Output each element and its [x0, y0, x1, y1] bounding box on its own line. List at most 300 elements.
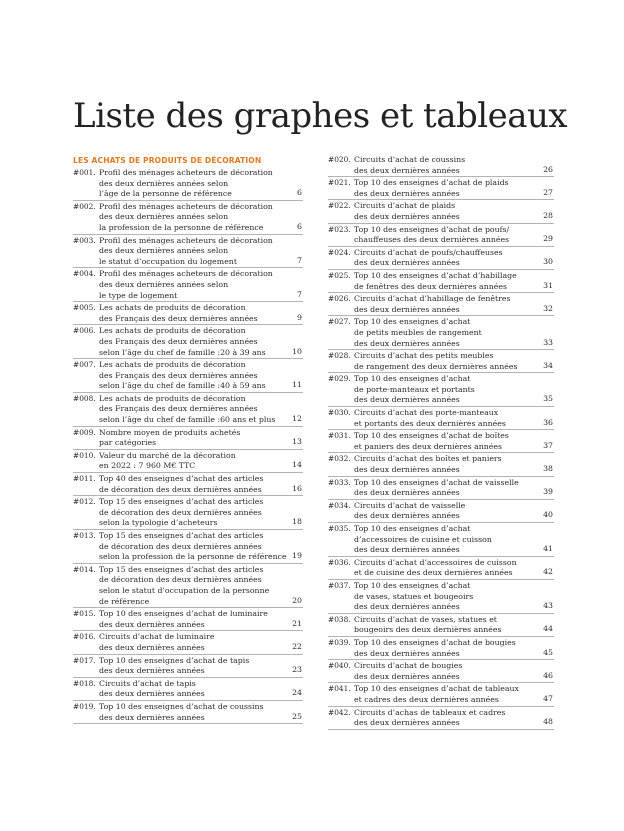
toc-entry-text: Les achats de produits de décoration	[99, 326, 246, 336]
toc-entry-text: de décoration des deux dernières années	[99, 507, 262, 517]
toc-entry-line	[328, 339, 554, 350]
toc-entry-number: #030.	[328, 408, 351, 418]
toc-entry[interactable]	[73, 201, 303, 235]
toc-entry-text: Circuits d’achas de tableaux et cadres	[354, 707, 506, 717]
toc-entry-number	[73, 371, 99, 382]
toc-entry-text: Top 10 des enseignes d’achat de coussins	[99, 701, 264, 711]
toc-entry-text: des deux dernières années	[99, 666, 205, 676]
toc-entry-line	[328, 258, 554, 269]
toc-entry-line	[328, 661, 554, 672]
toc-entry-text: des deux dernières années	[99, 712, 205, 722]
toc-entry-text: Les achats de produits de décoration	[99, 393, 246, 403]
toc-entry-number	[73, 575, 99, 586]
toc-entry-text: Circuits d’achat de bougies	[354, 661, 463, 671]
toc-entry-text: des deux dernières années	[354, 258, 460, 268]
toc-entry-text: en 2022 : 7 960 M€ TTC	[99, 461, 196, 471]
toc-entry-number	[73, 552, 99, 563]
toc-entry-text: chauffeuses des deux dernières années	[354, 235, 510, 245]
toc-entry-line	[328, 454, 554, 465]
toc-entry-page-number: 13	[292, 437, 302, 447]
toc-entry-page-number: 31	[543, 280, 553, 290]
toc-entry-number: #035.	[328, 524, 351, 533]
toc-entry-line	[328, 235, 554, 246]
toc-entry-line	[73, 189, 303, 200]
toc-entry-text: l’âge de la personne de référence	[99, 189, 232, 199]
toc-entry[interactable]	[328, 500, 554, 523]
toc-entry-number: #017.	[73, 655, 96, 665]
toc-entry-line	[73, 508, 303, 519]
toc-entry-page-number: 19	[292, 551, 302, 561]
toc-entry-text: Top 10 des enseignes d’achat de boîtes	[354, 431, 509, 441]
toc-entry-number: #026.	[328, 294, 351, 304]
toc-entry-text: et paniers des deux dernières années	[354, 441, 502, 451]
toc-entry-number: #027.	[328, 317, 351, 327]
toc-entry-number: #006.	[73, 326, 96, 336]
toc-entry-page-number: 33	[543, 337, 553, 347]
toc-entry-number	[328, 535, 354, 546]
toc-entry-text: des deux dernières années	[354, 304, 460, 314]
toc-entry-line	[73, 415, 303, 426]
toc-entry-text: des deux dernières années	[354, 188, 460, 198]
toc-entry-page-number: 34	[543, 360, 553, 370]
toc-entry-text: Top 10 des enseignes d’achat de bougies	[354, 637, 516, 647]
toc-entry-page-number: 18	[292, 517, 302, 527]
toc-entry-number	[328, 672, 354, 683]
toc-entry-number	[328, 282, 354, 293]
page-title: Liste des graphes et tableaux	[73, 96, 568, 136]
toc-entry[interactable]	[328, 637, 554, 660]
toc-entry[interactable]	[73, 359, 303, 393]
toc-entry-line	[73, 552, 303, 563]
toc-entry-text: des deux dernières années	[354, 648, 460, 658]
toc-entry-number: #011.	[73, 474, 96, 484]
toc-entry[interactable]	[328, 177, 554, 200]
toc-entry-page-number: 30	[543, 257, 553, 267]
toc-entry-number: #036.	[328, 557, 351, 567]
toc-entry-page-number: 35	[543, 394, 553, 404]
toc-entry-line	[328, 294, 554, 305]
toc-entry-number: #019.	[73, 701, 96, 711]
toc-entry-number	[73, 280, 99, 291]
toc-entry-text: Circuits d’achat de poufs/chauffeuses	[354, 247, 503, 257]
toc-entry-text: Top 10 des enseignes d’achat	[354, 524, 471, 533]
toc-column-left	[73, 154, 303, 724]
toc-entry[interactable]	[73, 655, 303, 678]
toc-entry[interactable]	[328, 154, 554, 177]
toc-entry[interactable]	[73, 701, 303, 724]
toc-entry[interactable]	[328, 270, 554, 293]
toc-entry-line	[328, 625, 554, 636]
toc-entry[interactable]	[328, 523, 554, 557]
toc-entry[interactable]	[328, 200, 554, 223]
toc-entry-line	[328, 672, 554, 683]
toc-entry-line	[73, 609, 303, 620]
toc-entry-text: Top 10 des enseignes d’achat	[354, 374, 471, 384]
toc-entry-number	[73, 689, 99, 700]
toc-entry-page-number: 9	[297, 312, 302, 322]
toc-entry-text: Profil des ménages acheteurs de décoration	[99, 168, 273, 177]
toc-entry-number	[328, 442, 354, 453]
toc-entry-line	[73, 565, 303, 576]
toc-entry-number: #041.	[328, 684, 351, 694]
toc-entry-line	[73, 303, 303, 314]
toc-entry-text: des deux dernières années	[354, 165, 460, 175]
toc-entry-line	[328, 282, 554, 293]
toc-entry-number	[73, 348, 99, 359]
toc-entry[interactable]	[73, 167, 303, 201]
toc-entry-number: #038.	[328, 614, 351, 624]
toc-entry-line	[73, 326, 303, 337]
toc-entry-page-number: 41	[543, 544, 553, 554]
toc-entry-text: Circuits d’achat de vases, statues et	[354, 614, 497, 624]
toc-entry-line	[328, 166, 554, 177]
toc-list-right	[328, 154, 554, 730]
toc-entry-number: #022.	[328, 201, 351, 211]
toc-entry-line	[73, 542, 303, 553]
toc-entry-text: bougeoirs des deux dernières années	[354, 625, 502, 635]
toc-entry-text: Top 10 des enseignes d’achat de plaids	[354, 178, 509, 188]
toc-entry-line	[328, 545, 554, 556]
toc-entry-line	[328, 602, 554, 613]
toc-entry[interactable]	[73, 631, 303, 654]
toc-entry-line	[328, 328, 554, 339]
toc-entry-text: des deux dernières années	[354, 718, 460, 728]
toc-entry-text: de fenêtres des deux dernières années	[354, 281, 507, 291]
toc-entry-text: Circuits d’achat des petits meubles	[354, 351, 494, 361]
toc-entry-line	[73, 531, 303, 542]
toc-entry-number: #007.	[73, 360, 96, 370]
toc-entry-text: des Français des deux dernières années	[99, 404, 258, 414]
toc-entry-line	[328, 488, 554, 499]
toc-entry-line	[73, 713, 303, 724]
toc-entry-number	[73, 337, 99, 348]
toc-entry-text: des deux dernières années	[354, 395, 460, 405]
toc-entry-text: Les achats de produits de décoration	[99, 303, 246, 313]
toc-entry[interactable]	[73, 678, 303, 701]
toc-entry-text: de rangement des deux dernières années	[354, 361, 518, 371]
toc-entry-number: #004.	[73, 269, 96, 279]
toc-entry[interactable]	[328, 453, 554, 476]
toc-entry-line	[73, 497, 303, 508]
toc-entry-number	[73, 246, 99, 257]
toc-entry[interactable]	[73, 268, 303, 302]
toc-entry-number: #034.	[328, 500, 351, 510]
toc-entry-text: Top 15 des enseignes d’achat des articles	[99, 531, 264, 540]
toc-entry[interactable]	[328, 660, 554, 683]
toc-entry-number	[328, 189, 354, 200]
toc-entry-number	[73, 257, 99, 268]
toc-entry-line	[73, 223, 303, 234]
toc-entry-number: #018.	[73, 678, 96, 688]
toc-entry[interactable]	[73, 608, 303, 631]
toc-entry-text: des deux dernières années selon	[99, 279, 229, 289]
toc-entry-line	[73, 212, 303, 223]
toc-entry-text: des deux dernières années	[99, 619, 205, 629]
toc-entry-number: #020.	[328, 155, 351, 164]
toc-entry-number: #009.	[73, 427, 96, 437]
toc-entry[interactable]	[328, 316, 554, 350]
toc-entry[interactable]	[73, 530, 303, 564]
toc-entry-line	[73, 451, 303, 462]
toc-entry-text: la profession de la personne de référence	[99, 222, 264, 232]
toc-entry[interactable]	[73, 393, 303, 427]
toc-entry[interactable]	[328, 683, 554, 706]
toc-entry-number	[328, 602, 354, 613]
toc-entry-line	[73, 269, 303, 280]
toc-entry-number	[328, 568, 354, 579]
toc-entry-number: #037.	[328, 580, 351, 590]
toc-entry-line	[328, 615, 554, 626]
toc-entry-line	[73, 314, 303, 325]
toc-entry-number: #008.	[73, 393, 96, 403]
toc-entry-number	[73, 542, 99, 553]
toc-entry-text: des deux dernières années selon	[99, 212, 229, 222]
toc-entry-line	[73, 348, 303, 359]
toc-entry-number	[73, 415, 99, 426]
toc-entry-page-number: 24	[292, 688, 302, 698]
toc-entry-page-number: 16	[292, 483, 302, 493]
toc-entry-text: des deux dernières années selon	[99, 178, 229, 188]
toc-entry[interactable]	[73, 473, 303, 496]
toc-entry-line	[328, 351, 554, 362]
toc-entry-text: Circuits d’achat d’habillage de fenêtres	[354, 294, 511, 304]
toc-entry-line	[328, 419, 554, 430]
toc-entry-number: #040.	[328, 661, 351, 671]
toc-entry[interactable]	[328, 224, 554, 247]
toc-entry-number	[73, 586, 99, 597]
toc-entry-page-number: 46	[543, 670, 553, 680]
toc-entry-number: #039.	[328, 637, 351, 647]
toc-entry[interactable]	[328, 247, 554, 270]
toc-entry-text: des deux dernières années	[99, 642, 205, 652]
toc-entry-text: des deux dernières années	[354, 211, 460, 221]
toc-entry-line	[328, 581, 554, 592]
toc-entry-number	[328, 545, 354, 556]
toc-entry-page-number: 28	[543, 210, 553, 220]
toc-entry-number	[328, 385, 354, 396]
toc-entry-line	[73, 643, 303, 654]
toc-entry-number	[328, 465, 354, 476]
toc-entry-number: #001.	[73, 168, 96, 177]
toc-entry-line	[73, 246, 303, 257]
toc-entry-text: Circuits d’achat d’accessoires de cuisson	[354, 557, 517, 567]
toc-entry-number	[328, 419, 354, 430]
toc-entry-line	[328, 201, 554, 212]
toc-entry-line	[73, 518, 303, 529]
toc-entry-number: #033.	[328, 477, 351, 487]
toc-entry-text: selon l’âge du chef de famille :40 à 59 ans	[99, 381, 266, 391]
toc-entry[interactable]	[328, 614, 554, 637]
toc-entry-number: #014.	[73, 564, 96, 574]
toc-entry-text: des Français des deux dernières années	[99, 336, 258, 346]
toc-entry-line	[328, 535, 554, 546]
toc-entry-page-number: 45	[543, 647, 553, 657]
toc-entry-text: selon l’âge du chef de famille :20 à 39 ans	[99, 347, 266, 357]
toc-entry-text: selon le statut d’occupation de la personne	[99, 585, 270, 595]
toc-entry-number	[73, 223, 99, 234]
toc-entry-line	[73, 360, 303, 371]
toc-entry[interactable]	[328, 407, 554, 430]
toc-entry-text: et portants des deux dernières années	[354, 418, 506, 428]
toc-entry-page-number: 14	[292, 460, 302, 470]
toc-entry[interactable]	[328, 707, 554, 730]
toc-entry-number: #021.	[328, 178, 351, 188]
toc-entry-number: #029.	[328, 374, 351, 384]
toc-entry-page-number: 6	[297, 188, 302, 198]
toc-entry-line	[328, 374, 554, 385]
toc-entry-number: #025.	[328, 270, 351, 280]
toc-entry[interactable]	[73, 302, 303, 325]
toc-entry-line	[328, 511, 554, 522]
toc-entry-page-number: 7	[297, 289, 302, 299]
toc-entry-text: le type de logement	[99, 290, 178, 300]
toc-entry-page-number: 20	[292, 595, 302, 605]
toc-entry-line	[328, 558, 554, 569]
toc-entry-line	[73, 168, 303, 179]
toc-entry-text: par catégories	[99, 438, 157, 448]
toc-entry-number: #042.	[328, 707, 351, 717]
toc-entry-line	[73, 620, 303, 631]
toc-entry-line	[73, 236, 303, 247]
toc-entry-page-number: 27	[543, 187, 553, 197]
toc-entry-page-number: 48	[543, 717, 553, 727]
toc-entry-page-number: 32	[543, 303, 553, 313]
toc-entry-text: Top 10 des enseignes d’achat de tapis	[99, 655, 250, 665]
toc-entry-text: Profil des ménages acheteurs de décoration	[99, 201, 273, 211]
toc-entry-text: Les achats de produits de décoration	[99, 360, 246, 370]
toc-entry[interactable]	[73, 325, 303, 359]
toc-entry-page-number: 10	[292, 346, 302, 356]
toc-entry-text: d’accessoires de cuisine et cuisson	[354, 534, 492, 544]
toc-entry-number	[73, 597, 99, 608]
toc-entry-line	[73, 337, 303, 348]
toc-entry-line	[328, 395, 554, 406]
toc-entry-number	[73, 212, 99, 223]
toc-entry-line	[73, 179, 303, 190]
toc-entry[interactable]	[73, 427, 303, 450]
toc-entry[interactable]	[328, 293, 554, 316]
toc-entry-text: des deux dernières années	[354, 602, 460, 612]
toc-entry-text: de vases, statues et bougeoirs	[354, 591, 474, 601]
toc-entry-line	[328, 271, 554, 282]
toc-entry[interactable]	[73, 496, 303, 530]
toc-entry-number	[73, 518, 99, 529]
toc-entry-text: des deux dernières années	[354, 488, 460, 498]
toc-entry-line	[73, 597, 303, 608]
toc-entry[interactable]	[328, 580, 554, 614]
toc-entry-line	[328, 248, 554, 259]
toc-entry-text: des deux dernières années	[354, 671, 460, 681]
toc-entry-number	[73, 189, 99, 200]
toc-entry[interactable]	[328, 373, 554, 407]
toc-entry[interactable]	[328, 430, 554, 453]
toc-entry[interactable]	[73, 235, 303, 269]
toc-entry-number: #012.	[73, 497, 96, 507]
toc-entry-text: Circuits d’achat de coussins	[354, 155, 466, 164]
toc-entry-number: #016.	[73, 632, 96, 642]
toc-entry-number	[328, 649, 354, 660]
toc-entry-text: Circuits d’achat des porte-manteaux	[354, 408, 499, 418]
toc-entry-line	[73, 381, 303, 392]
toc-entry-number	[73, 508, 99, 519]
toc-entry-number	[328, 328, 354, 339]
toc-entry-number	[328, 488, 354, 499]
toc-entry-line	[73, 474, 303, 485]
toc-entry[interactable]	[73, 564, 303, 608]
toc-entry-line	[328, 478, 554, 489]
toc-entry-number: #010.	[73, 450, 96, 460]
toc-entry-page-number: 21	[292, 618, 302, 628]
toc-entry[interactable]	[328, 557, 554, 580]
toc-entry-text: Top 10 des enseignes d’achat de luminaire	[99, 609, 268, 619]
toc-entry-line	[73, 632, 303, 643]
toc-entry-line	[328, 362, 554, 373]
toc-entry-line	[328, 442, 554, 453]
toc-entry-text: des Français des deux dernières années	[99, 370, 258, 380]
toc-entry-number	[328, 362, 354, 373]
toc-entry-text: selon la profession de la personne de référence	[99, 552, 287, 562]
toc-entry-text: Circuits d’achat de plaids	[354, 201, 456, 211]
toc-entry-number	[73, 291, 99, 302]
toc-list-left	[73, 167, 303, 724]
toc-entry-line	[328, 408, 554, 419]
toc-column-right	[328, 154, 554, 730]
toc-entry-text: Top 10 des enseignes d’achat	[354, 580, 471, 590]
toc-entry-page-number: 47	[543, 693, 553, 703]
toc-entry-page-number: 44	[543, 624, 553, 634]
toc-entry-text: Profil des ménages acheteurs de décoration	[99, 235, 273, 245]
toc-entry-text: Top 15 des enseignes d’achat des articles	[99, 497, 264, 507]
toc-entry-number: #028.	[328, 351, 351, 361]
toc-entry[interactable]	[328, 477, 554, 500]
toc-entry-number: #005.	[73, 303, 96, 313]
toc-entry-line	[328, 385, 554, 396]
toc-entry-line	[73, 461, 303, 472]
toc-entry-number	[73, 713, 99, 724]
toc-entry-text: Top 10 des enseignes d’achat de poufs/	[354, 224, 510, 234]
toc-entry-text: des deux dernières années	[354, 338, 460, 348]
toc-entry-number	[73, 485, 99, 496]
toc-entry-text: Nombre moyen de produits achetés	[99, 427, 241, 437]
toc-entry-line	[73, 702, 303, 713]
toc-entry-line	[73, 575, 303, 586]
toc-entry-page-number: 25	[292, 711, 302, 721]
toc-entry-text: Top 40 des enseignes d’achat des articles	[99, 474, 264, 484]
toc-entry-number: #023.	[328, 224, 351, 234]
toc-entry-page-number: 42	[543, 567, 553, 577]
toc-entry[interactable]	[73, 450, 303, 473]
toc-entry-page-number: 29	[543, 234, 553, 244]
toc-entry-number: #024.	[328, 247, 351, 257]
toc-entry[interactable]	[328, 350, 554, 373]
toc-entry-line	[328, 212, 554, 223]
toc-entry-number	[328, 305, 354, 316]
toc-entry-page-number: 37	[543, 440, 553, 450]
toc-entry-number: #013.	[73, 531, 96, 540]
toc-entry-page-number: 39	[543, 487, 553, 497]
toc-entry-page-number: 23	[292, 665, 302, 675]
toc-entry-text: et de cuisine des deux dernières années	[354, 568, 513, 578]
toc-entry-text: de référence	[99, 596, 150, 606]
toc-entry-line	[73, 485, 303, 496]
toc-entry-page-number: 12	[292, 414, 302, 424]
toc-entry-page-number: 36	[543, 417, 553, 427]
toc-entry-text: selon la typologie d’acheteurs	[99, 518, 218, 528]
toc-entry-text: Top 10 des enseignes d’achat	[354, 317, 471, 327]
toc-entry-line	[328, 718, 554, 729]
toc-entry-number	[328, 166, 354, 177]
toc-entry-number: #002.	[73, 201, 96, 211]
